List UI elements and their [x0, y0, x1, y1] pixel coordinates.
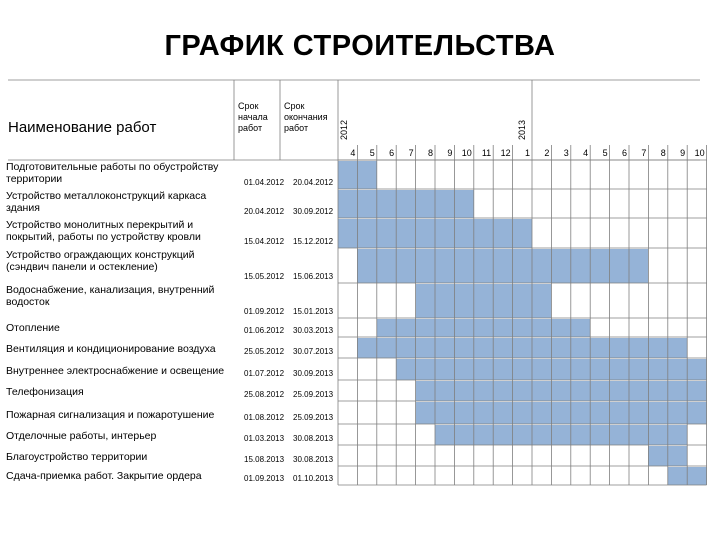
task-name-line: Устройство металлоконструкций каркаса — [6, 190, 207, 202]
task-start-date: 01.09.2012 — [244, 307, 285, 316]
task-name — [6, 249, 242, 273]
year-label-2012: 2012 — [339, 119, 349, 140]
task-name-line: Сдача-приемка работ. Закрытие ордера — [6, 470, 202, 482]
task-name — [6, 343, 242, 355]
task-name-line: Благоустройство территории — [6, 451, 148, 463]
task-start-date: 25.08.2012 — [244, 390, 285, 399]
month-tick-label: 11 — [481, 148, 492, 158]
task-name-line: покрытий, работы по устройству кровли — [6, 231, 201, 243]
task-name — [6, 365, 242, 377]
task-name — [6, 430, 242, 442]
task-start-date: 01.03.2013 — [244, 434, 285, 443]
task-start-date: 01.06.2012 — [244, 326, 285, 335]
task-name-line: Подготовительные работы по обустройству — [6, 161, 219, 173]
month-tick-label: 9 — [680, 148, 686, 158]
task-name-line: Устройство монолитных перекрытий и — [6, 219, 194, 231]
column-header-start-line: начала — [238, 112, 268, 122]
chart-title: ГРАФИК СТРОИТЕЛЬСТВА — [164, 30, 556, 62]
task-name — [6, 219, 242, 243]
task-name — [6, 386, 242, 398]
gantt-bar — [435, 425, 687, 445]
task-name — [6, 409, 242, 421]
task-end-date: 01.10.2013 — [293, 474, 334, 483]
task-name — [6, 284, 242, 308]
month-tick-label: 10 — [694, 148, 705, 158]
task-name-line: территории — [6, 173, 63, 185]
column-header-end-line: работ — [284, 123, 309, 133]
gantt-bar — [377, 319, 590, 337]
column-header-end-line: окончания — [284, 112, 328, 122]
task-name-line: Внутреннее электроснабжение и освещение — [6, 365, 225, 377]
month-tick-label: 8 — [660, 148, 666, 158]
month-tick-label: 3 — [563, 148, 569, 158]
task-end-date: 30.08.2013 — [293, 455, 334, 464]
task-start-date: 01.08.2012 — [244, 413, 285, 422]
task-end-date: 15.01.2013 — [293, 307, 334, 316]
gantt-bar — [338, 190, 474, 218]
task-name — [6, 451, 242, 463]
month-tick-label: 4 — [583, 148, 589, 158]
month-tick-label: 6 — [621, 148, 627, 158]
task-end-date: 30.09.2012 — [293, 207, 334, 216]
task-end-date: 15.12.2012 — [293, 237, 334, 246]
task-start-date: 20.04.2012 — [244, 207, 285, 216]
task-end-date: 30.07.2013 — [293, 347, 334, 356]
month-tick-label: 1 — [524, 148, 530, 158]
month-tick-label: 10 — [461, 148, 472, 158]
column-header-start-line: Срок — [238, 101, 259, 111]
month-tick-label: 9 — [447, 148, 453, 158]
month-tick-label: 7 — [408, 148, 414, 158]
task-name-line: Отделочные работы, интерьер — [6, 430, 157, 442]
task-name-line: (сэндвич панели и остекление) — [6, 261, 158, 273]
month-tick-label: 7 — [641, 148, 647, 158]
task-name-line: Пожарная сигнализация и пожаротушение — [6, 409, 215, 421]
gantt-bar — [416, 402, 707, 424]
month-tick-label: 2 — [544, 148, 550, 158]
task-name-line: Телефонизация — [6, 386, 84, 398]
task-end-date: 30.08.2013 — [293, 434, 334, 443]
task-name — [6, 190, 242, 214]
year-label-2013: 2013 — [517, 119, 527, 140]
column-header-end-line: Срок — [284, 101, 305, 111]
task-name-line: Вентиляция и кондиционирование воздуха — [6, 343, 216, 355]
task-name-line: Водоснабжение, канализация, внутренний — [6, 284, 215, 296]
task-start-date: 15.04.2012 — [244, 237, 285, 246]
task-end-date: 25.09.2013 — [293, 390, 334, 399]
task-start-date: 15.08.2013 — [244, 455, 285, 464]
task-name-line: Устройство ограждающих конструкций — [6, 249, 195, 261]
task-name-line: здания — [6, 202, 40, 214]
task-name — [6, 470, 242, 482]
gantt-bar — [357, 338, 687, 358]
gantt-bar — [357, 249, 648, 283]
task-start-date: 15.05.2012 — [244, 272, 285, 281]
task-end-date: 30.09.2013 — [293, 369, 334, 378]
task-start-date: 01.09.2013 — [244, 474, 285, 483]
column-header-start-line: работ — [238, 123, 263, 133]
task-start-date: 01.04.2012 — [244, 178, 285, 187]
task-start-date: 25.05.2012 — [244, 347, 285, 356]
task-start-date: 01.07.2012 — [244, 369, 285, 378]
task-name — [6, 322, 242, 334]
task-name-line: Отопление — [6, 322, 60, 334]
task-end-date: 25.09.2013 — [293, 413, 334, 422]
gantt-bar — [416, 381, 707, 401]
month-tick-label: 8 — [427, 148, 433, 158]
task-end-date: 30.03.2013 — [293, 326, 334, 335]
month-tick-label: 6 — [389, 148, 395, 158]
month-tick-label: 12 — [500, 148, 511, 158]
column-header-name: Наименование работ — [8, 119, 157, 136]
task-end-date: 20.04.2012 — [293, 178, 334, 187]
task-end-date: 15.06.2013 — [293, 272, 334, 281]
gantt-bar — [416, 284, 552, 318]
task-name-line: водосток — [6, 296, 50, 308]
task-name — [6, 161, 242, 185]
month-tick-label: 4 — [350, 148, 356, 158]
month-tick-label: 5 — [602, 148, 608, 158]
month-tick-label: 5 — [369, 148, 375, 158]
